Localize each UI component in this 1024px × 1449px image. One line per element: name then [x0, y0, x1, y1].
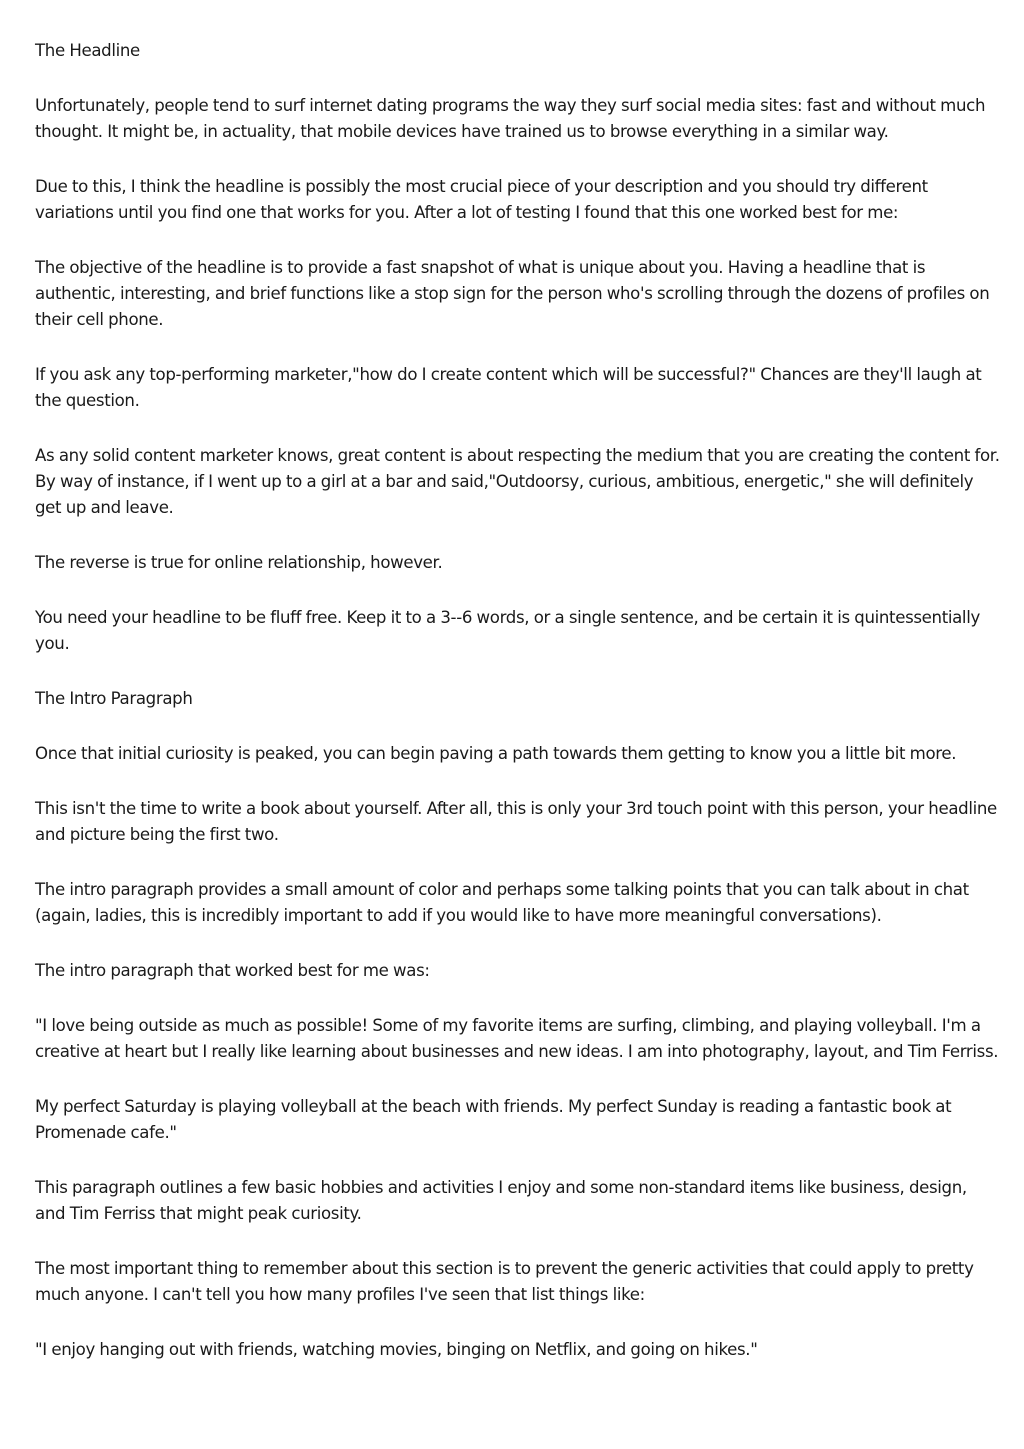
- section-heading-intro-paragraph: The Intro Paragraph: [35, 689, 193, 708]
- section-heading-headline: The Headline: [35, 41, 140, 60]
- paragraph-reverse-true: The reverse is true for online relationship, however.: [35, 553, 443, 572]
- paragraph-intro-worked-best: The intro paragraph that worked best for me was:: [35, 961, 430, 980]
- paragraph-headline-importance: Due to this, I think the headline is possibly the most crucial piece of your description and you should try different variations until you find one that works for you. After a lot of testing I found that this one worked best for me:: [35, 177, 928, 222]
- paragraph-hobbies-outline: This paragraph outlines a few basic hobbies and activities I enjoy and some non-standard items like business, design, and Tim Ferriss that might peak curiosity.: [35, 1178, 967, 1223]
- quote-generic-activities: "I enjoy hanging out with friends, watching movies, binging on Netflix, and going on hikes.": [35, 1340, 758, 1359]
- paragraph-initial-curiosity: Once that initial curiosity is peaked, you can begin paving a path towards them getting to know you a little bit more.: [35, 744, 957, 763]
- paragraph-surfing-habits: Unfortunately, people tend to surf internet dating programs the way they surf social media sites: fast and without much thought. It might be, in actuality, that mobile devices have trained us to browse everything in a similar way.: [35, 96, 986, 141]
- paragraph-content-medium: As any solid content marketer knows, great content is about respecting the medium that you are creating the content for. By way of instance, if I went up to a girl at a bar and said,"Outdoorsy, curious, ambitious, energetic," she will definitely get up and leave.: [35, 446, 1000, 517]
- paragraph-marketer-question: If you ask any top-performing marketer,"how do I create content which will be successful?" Chances are they'll laugh at the question.: [35, 365, 982, 410]
- paragraph-not-a-book: This isn't the time to write a book about yourself. After all, this is only your 3rd touch point with this person, your headline and picture being the first two.: [35, 799, 997, 844]
- paragraph-headline-objective: The objective of the headline is to provide a fast snapshot of what is unique about you. Having a headline that is authentic, interesting, and brief functions like a stop sign for the person who's scrolling through the dozens of profiles on their cell phone.: [35, 258, 990, 329]
- paragraph-fluff-free: You need your headline to be fluff free. Keep it to a 3--6 words, or a single sentence, and be certain it is quintessentially you.: [35, 608, 980, 653]
- paragraph-avoid-generic: The most important thing to remember about this section is to prevent the generic activities that could apply to pretty much anyone. I can't tell you how many profiles I've seen that list things like:: [35, 1259, 974, 1304]
- paragraph-intro-color: The intro paragraph provides a small amount of color and perhaps some talking points that you can talk about in chat (again, ladies, this is incredibly important to add if you would like to have more meaningful conversations).: [35, 880, 969, 925]
- quote-love-outside: "I love being outside as much as possible! Some of my favorite items are surfing, climbing, and playing volleyball. I'm a creative at heart but I really like learning about businesses and new ideas. I am into photography, layout, and Tim Ferriss.: [35, 1016, 999, 1061]
- quote-perfect-weekend: My perfect Saturday is playing volleyball at the beach with friends. My perfect Sunday is reading a fantastic book at Promenade cafe.": [35, 1097, 952, 1142]
- document-page: [35, 38, 1000, 1392]
